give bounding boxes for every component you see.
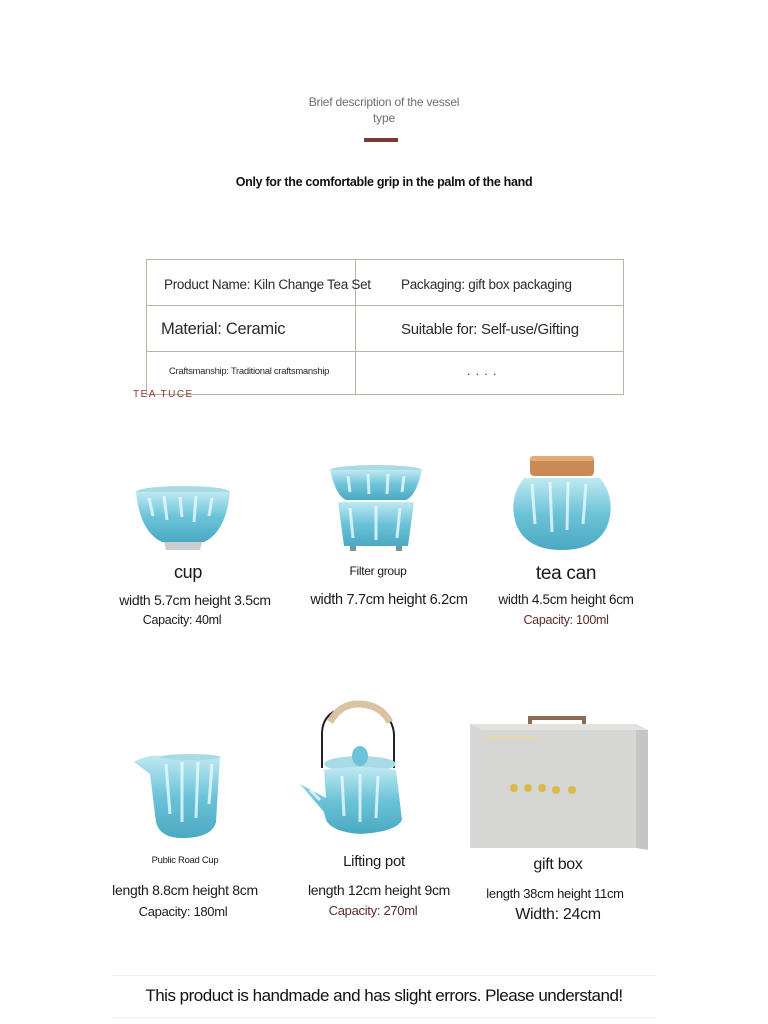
title-accent-bar: [364, 138, 398, 142]
product-name-teapot: Lifting pot: [343, 853, 405, 870]
product-name-tea-can: tea can: [535, 563, 597, 584]
product-dimensions-cup: width 5.7cm height 3.5cm: [119, 592, 271, 608]
section-title-line2: type: [373, 111, 395, 125]
product-capacity-cup: Capacity: 40ml: [142, 613, 222, 627]
brand-logo: TEA TUCE: [133, 389, 194, 400]
product-width-gift-box: Width: 24cm: [515, 906, 601, 923]
product-name-pitcher: Public Road Cup: [151, 855, 219, 866]
spec-table: [146, 259, 624, 395]
product-capacity-tea-can: Capacity: 100ml: [523, 613, 609, 627]
footer-divider-top: [112, 975, 656, 976]
spec-material: Material: Ceramic: [161, 320, 286, 338]
product-capacity-teapot: Capacity: 270ml: [328, 903, 418, 918]
spec-packaging: Packaging: gift box packaging: [401, 277, 572, 292]
product-name-cup: cup: [173, 562, 203, 582]
spec-craftsmanship: Craftsmanship: Traditional craftsmanship: [169, 366, 330, 377]
section-title: [284, 94, 484, 126]
spec-suitable-for: Suitable for: Self-use/Gifting: [401, 321, 579, 338]
product-capacity-pitcher: Capacity: 180ml: [138, 904, 228, 919]
product-dimensions-tea-can: width 4.5cm height 6cm: [498, 592, 634, 607]
spec-product-name: Product Name: Kiln Change Tea Set: [164, 277, 371, 292]
gift-box-image: [468, 714, 650, 852]
product-name-gift-box: gift box: [533, 856, 583, 873]
product-dimensions-filter: width 7.7cm height 6.2cm: [310, 592, 468, 608]
pitcher-image: [132, 752, 224, 840]
subtitle: Only for the comfortable grip in the palm of the hand: [235, 175, 533, 189]
teapot-image: [296, 700, 426, 844]
spec-ellipsis: . . . .: [467, 364, 498, 378]
footer-note: This product is handmade and has slight errors. Please understand!: [145, 986, 623, 1005]
filter-image: [328, 464, 424, 554]
cup-image: [134, 484, 232, 554]
footer-divider-bottom: [112, 1017, 656, 1018]
section-title-line1: Brief description of the vessel: [308, 95, 460, 109]
product-dimensions-pitcher: length 8.8cm height 8cm: [112, 882, 258, 898]
tea-can-image: [510, 454, 614, 554]
product-dimensions-gift-box: length 38cm height 11cm: [486, 886, 624, 901]
product-dimensions-teapot: length 12cm height 9cm: [307, 882, 451, 898]
table-divider: [147, 305, 623, 306]
product-name-filter: Filter group: [349, 564, 407, 578]
table-divider: [147, 351, 623, 352]
